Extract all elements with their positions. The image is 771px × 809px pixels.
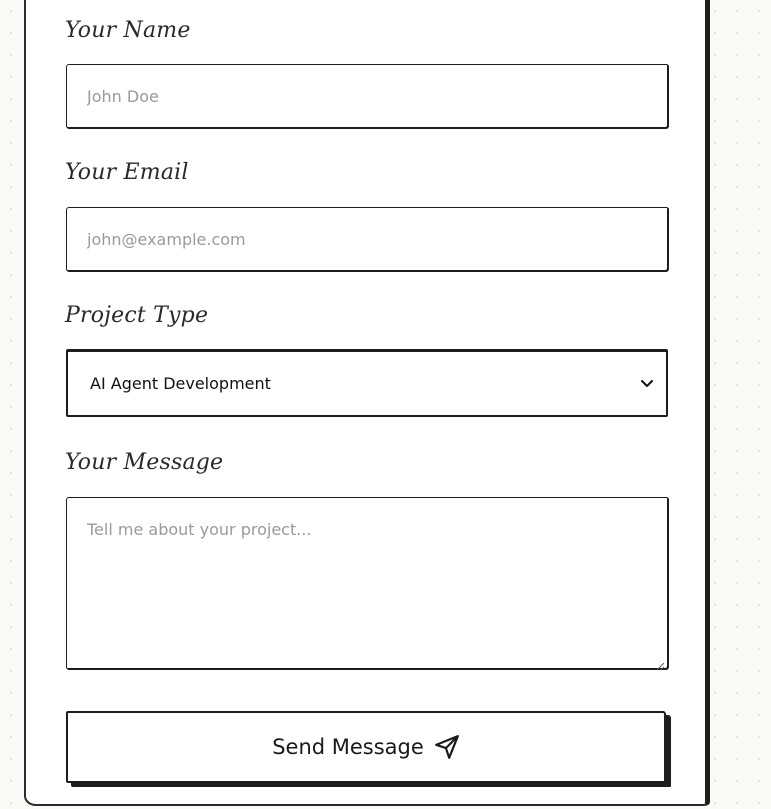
project-type-label: Project Type (65, 303, 209, 328)
name-label: Your Name (65, 18, 191, 43)
message-label: Your Message (65, 450, 224, 475)
chevron-down-icon (640, 377, 654, 391)
name-input[interactable] (66, 64, 668, 128)
email-label: Your Email (65, 160, 189, 185)
message-textarea[interactable] (66, 497, 668, 669)
project-type-selected-value: AI Agent Development (90, 374, 271, 393)
send-icon (434, 734, 460, 760)
email-input[interactable] (66, 207, 668, 271)
resize-handle-icon[interactable] (655, 656, 665, 666)
send-message-label: Send Message (272, 735, 424, 759)
send-message-button[interactable] (66, 711, 666, 783)
project-type-select[interactable] (66, 349, 668, 417)
